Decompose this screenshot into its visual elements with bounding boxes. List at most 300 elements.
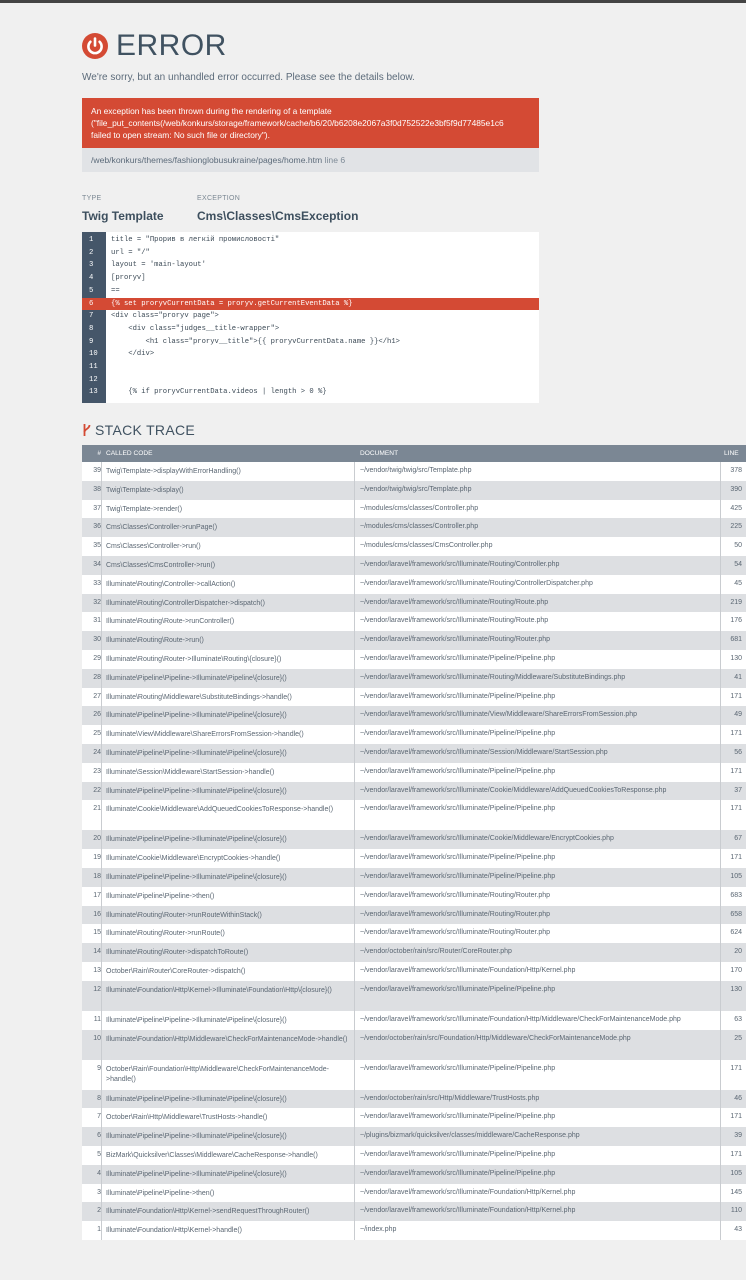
document-path: ~/modules/cms/classes/CmsController.php [360, 542, 493, 550]
code-line-number: 2 [89, 248, 94, 257]
column-divider [354, 1011, 355, 1030]
document-path: ~/vendor/october/rain/src/Http/Middleware/TrustHosts.php [360, 1094, 540, 1102]
document-path: ~/vendor/laravel/framework/src/Illuminate/Routing/Router.php [360, 929, 551, 937]
column-divider [101, 782, 102, 801]
code-line-number: 5 [89, 286, 94, 295]
row-number: 30 [93, 636, 101, 644]
document-path: ~/vendor/laravel/framework/src/Illuminate/Pipeline/Pipeline.php [360, 854, 556, 862]
row-number: 9 [97, 1064, 101, 1072]
table-row[interactable] [82, 556, 746, 575]
column-divider [354, 537, 355, 556]
column-divider [354, 782, 355, 801]
column-divider [101, 1060, 102, 1090]
column-divider [101, 556, 102, 575]
called-code: Illuminate\Session\Middleware\StartSession->handle() [106, 768, 275, 776]
table-row[interactable] [82, 782, 746, 801]
table-header [82, 445, 746, 462]
document-path: ~/plugins/bizmark/quicksilver/classes/middleware/CacheResponse.php [360, 1132, 580, 1140]
table-row[interactable] [82, 575, 746, 594]
document-path: ~/vendor/laravel/framework/src/Illuminate/Routing/Route.php [360, 598, 549, 606]
called-code: Illuminate\Routing\Router->runRouteWithinStack() [106, 911, 262, 919]
code-line-text: <h1 class="proryv__title">{{ proryvCurrentData.name }}</h1> [111, 337, 400, 346]
document-path: ~/vendor/laravel/framework/src/Illuminate/Pipeline/Pipeline.php [360, 655, 556, 662]
called-code: Illuminate\Foundation\Http\Kernel->Illuminate\Foundation\Http\{closure}() [106, 986, 332, 994]
document-path: ~/vendor/twig/twig/src/Template.php [360, 485, 472, 493]
document-path: ~/vendor/laravel/framework/src/Illuminate/Pipeline/Pipeline.php [360, 767, 556, 775]
table-row[interactable] [82, 887, 746, 906]
column-divider [720, 981, 721, 1011]
code-snippet [82, 232, 539, 403]
document-path: ~/vendor/laravel/framework/src/Illuminate/Pipeline/Pipeline.php [360, 730, 556, 738]
error-message-line: An exception has been thrown during the rendering of a template [91, 106, 332, 116]
line-number: 171 [730, 854, 742, 862]
document-path: ~/vendor/laravel/framework/src/Illuminate/Routing/Route.php [360, 617, 549, 625]
document-path: ~/vendor/october/rain/src/Router/CoreRouter.php [360, 948, 512, 956]
document-path: ~/vendor/laravel/framework/src/Illuminate/Pipeline/Pipeline.php [360, 985, 556, 993]
row-number: 26 [93, 711, 101, 719]
column-divider [101, 575, 102, 594]
row-number: 12 [93, 985, 101, 993]
called-code: Illuminate\View\Middleware\ShareErrorsFromSession->handle() [106, 731, 304, 739]
row-number: 28 [93, 673, 101, 681]
table-row[interactable] [82, 1011, 746, 1030]
code-line-number: 4 [89, 274, 94, 283]
called-code: Twig\Template->displayWithErrorHandling() [106, 468, 241, 475]
table-row[interactable] [82, 1202, 746, 1221]
called-code: Illuminate\Pipeline\Pipeline->Illuminate\Pipeline\{closure}() [106, 836, 287, 844]
row-number: 7 [97, 1113, 101, 1121]
column-divider [101, 594, 102, 613]
code-line [82, 310, 539, 323]
column-divider [720, 594, 721, 613]
table-row[interactable] [82, 500, 746, 519]
code-line-text: == [111, 286, 120, 295]
error-message [91, 105, 539, 141]
error-line-label: line 6 [324, 155, 346, 165]
column-divider [101, 962, 102, 981]
column-divider [101, 706, 102, 725]
error-message-line: failed to open stream: No such file or directory"). [91, 130, 270, 140]
called-code: Illuminate\Pipeline\Pipeline->Illuminate\Pipeline\{closure}() [106, 674, 287, 682]
called-code: Illuminate\Pipeline\Pipeline->Illuminate\Pipeline\{closure}() [106, 1016, 287, 1024]
row-number: 38 [93, 485, 101, 493]
called-code: Illuminate\Routing\Route->run() [106, 637, 204, 645]
table-row[interactable] [82, 849, 746, 868]
column-divider [354, 1127, 355, 1146]
table-row[interactable] [82, 744, 746, 763]
column-divider [101, 1146, 102, 1165]
column-divider [354, 1030, 355, 1060]
column-divider [101, 1127, 102, 1146]
column-divider [720, 650, 721, 669]
code-line-number: 10 [89, 350, 98, 359]
column-divider [354, 924, 355, 943]
code-line [82, 234, 539, 247]
code-line-number: 6 [82, 298, 106, 311]
column-divider [101, 1184, 102, 1203]
table-row[interactable] [82, 800, 746, 830]
line-number: 130 [730, 655, 742, 662]
column-divider [101, 800, 102, 830]
table-row[interactable] [82, 518, 746, 537]
column-divider [354, 631, 355, 650]
column-divider [354, 981, 355, 1011]
called-code: Illuminate\Pipeline\Pipeline->then() [106, 892, 215, 900]
column-divider [101, 631, 102, 650]
row-number: 2 [97, 1207, 101, 1215]
line-number: 225 [730, 523, 742, 531]
line-number: 390 [730, 485, 742, 493]
called-code: Illuminate\Pipeline\Pipeline->Illuminate\Pipeline\{closure}() [106, 712, 287, 720]
line-number: 43 [734, 1226, 742, 1234]
column-divider [354, 763, 355, 782]
column-divider [354, 725, 355, 744]
column-divider [720, 1146, 721, 1165]
code-line [82, 374, 539, 387]
document-path: ~/vendor/laravel/framework/src/Illuminate/Routing/Middleware/SubstituteBindings.php [360, 673, 626, 681]
type-value: Twig Template [82, 209, 164, 223]
error-heading [82, 28, 227, 64]
document-path: ~/vendor/october/rain/src/Foundation/Http/Middleware/CheckForMaintenanceMode.php [360, 1034, 631, 1042]
row-number: 8 [97, 1094, 101, 1102]
line-number: 130 [730, 985, 742, 993]
called-code: Illuminate\Routing\ControllerDispatcher->dispatch() [106, 599, 265, 607]
code-line-number: 8 [89, 324, 94, 333]
type-label: TYPE [82, 195, 102, 202]
column-divider [101, 887, 102, 906]
column-divider [354, 943, 355, 962]
line-number: 37 [734, 786, 742, 794]
code-line-text: <div class="judges__title-wrapper"> [111, 324, 280, 333]
document-path: ~/vendor/laravel/framework/src/Illuminate/Routing/Router.php [360, 910, 551, 918]
row-number: 23 [93, 767, 101, 775]
document-path: ~/vendor/laravel/framework/src/Illuminate/Cookie/Middleware/EncryptCookies.php [360, 835, 614, 843]
column-divider [720, 906, 721, 925]
table-row[interactable] [82, 1108, 746, 1127]
table-row[interactable] [82, 943, 746, 962]
code-line-text: url = "/" [111, 248, 150, 257]
table-row[interactable] [82, 763, 746, 782]
document-path: ~/vendor/laravel/framework/src/Illuminate/Routing/ControllerDispatcher.php [360, 579, 593, 587]
code-line [82, 298, 539, 311]
code-line-text: [proryv] [111, 274, 146, 283]
code-line [82, 336, 539, 349]
code-line [82, 259, 539, 272]
column-divider [720, 849, 721, 868]
column-divider [720, 500, 721, 519]
line-number: 46 [734, 1094, 742, 1102]
document-path: ~/vendor/laravel/framework/src/Illuminate/Session/Middleware/StartSession.php [360, 749, 608, 756]
column-divider [354, 669, 355, 688]
column-divider [354, 868, 355, 887]
column-divider [720, 612, 721, 631]
row-number: 19 [93, 854, 101, 862]
column-divider [101, 1011, 102, 1030]
document-path: ~/vendor/laravel/framework/src/Illuminate/Pipeline/Pipeline.php [360, 1113, 556, 1121]
table-row[interactable] [82, 537, 746, 556]
code-line-text: title = "Прорив в легкій промисловості" [111, 236, 280, 244]
column-divider [720, 1221, 721, 1240]
code-line [82, 285, 539, 298]
called-code: BizMark\Quicksilver\Classes\Middleware\CacheResponse->handle() [106, 1152, 318, 1159]
document-path: ~/vendor/laravel/framework/src/Illuminate/Routing/Controller.php [360, 561, 560, 568]
column-divider [720, 962, 721, 981]
column-divider [720, 1030, 721, 1060]
table-row[interactable] [82, 1221, 746, 1240]
called-code: Illuminate\Pipeline\Pipeline->Illuminate\Pipeline\{closure}() [106, 750, 287, 757]
column-divider [101, 688, 102, 707]
table-row[interactable] [82, 1127, 746, 1146]
line-number: 171 [730, 692, 742, 700]
column-divider [354, 556, 355, 575]
table-row[interactable] [82, 650, 746, 669]
line-number: 171 [730, 1113, 742, 1121]
code-line-number: 9 [89, 337, 94, 346]
code-line [82, 361, 539, 374]
column-divider [354, 706, 355, 725]
column-divider [354, 1221, 355, 1240]
row-number: 11 [93, 1015, 101, 1023]
table-row[interactable] [82, 868, 746, 887]
column-divider [720, 868, 721, 887]
column-divider [720, 1202, 721, 1221]
column-divider [101, 1030, 102, 1060]
column-divider [101, 650, 102, 669]
line-number: 658 [730, 910, 742, 918]
line-number: 378 [730, 467, 742, 474]
row-number: 25 [93, 730, 101, 738]
table-row[interactable] [82, 1165, 746, 1184]
called-code: Cms\Classes\Controller->runPage() [106, 524, 218, 532]
line-number: 105 [730, 1169, 742, 1177]
column-divider [354, 575, 355, 594]
table-row[interactable] [82, 981, 746, 1011]
document-path: ~/vendor/laravel/framework/src/Illuminate/Pipeline/Pipeline.php [360, 1064, 556, 1072]
called-code: Illuminate\Cookie\Middleware\EncryptCookies->handle() [106, 855, 281, 863]
column-divider [354, 1108, 355, 1127]
column-divider [101, 1202, 102, 1221]
called-code: Twig\Template->render() [106, 505, 183, 513]
table-row[interactable] [82, 481, 746, 500]
row-number: 32 [93, 598, 101, 606]
called-code: October\Rain\Foundation\Http\Middleware\CheckForMaintenanceMode->handle() [106, 1065, 329, 1083]
column-divider [720, 744, 721, 763]
line-number: 219 [730, 598, 742, 606]
column-divider [354, 612, 355, 631]
code-line-number: 1 [89, 236, 94, 244]
exception-label: EXCEPTION [197, 195, 241, 202]
column-divider [720, 462, 721, 481]
code-line [82, 348, 539, 361]
column-divider [101, 462, 102, 481]
called-code: Illuminate\Pipeline\Pipeline->Illuminate\Pipeline\{closure}() [106, 874, 287, 881]
table-row[interactable] [82, 1090, 746, 1109]
column-divider [720, 763, 721, 782]
document-path: ~/vendor/laravel/framework/src/Illuminate/Pipeline/Pipeline.php [360, 1151, 556, 1158]
code-line-number: 3 [89, 261, 94, 270]
column-divider [720, 800, 721, 830]
document-path: ~/vendor/laravel/framework/src/Illuminate/View/Middleware/ShareErrorsFromSession.php [360, 711, 638, 719]
column-divider [720, 725, 721, 744]
called-code: Illuminate\Routing\Route->runController() [106, 618, 235, 626]
line-number: 683 [730, 891, 742, 899]
called-code: October\Rain\Router\CoreRouter->dispatch() [106, 968, 246, 975]
column-divider [354, 962, 355, 981]
column-divider [720, 943, 721, 962]
column-divider [354, 1202, 355, 1221]
column-divider [354, 594, 355, 613]
document-path: ~/vendor/laravel/framework/src/Illuminate/Pipeline/Pipeline.php [360, 873, 556, 880]
column-divider [101, 763, 102, 782]
code-line-number: 7 [89, 312, 94, 321]
row-number: 18 [93, 873, 101, 880]
column-divider [101, 500, 102, 519]
called-code: Illuminate\Foundation\Http\Kernel->sendRequestThroughRouter() [106, 1208, 310, 1216]
column-divider [354, 906, 355, 925]
column-divider [720, 537, 721, 556]
code-line-number: 11 [89, 363, 98, 371]
column-divider [720, 830, 721, 849]
table-row[interactable] [82, 1184, 746, 1203]
table-row[interactable] [82, 962, 746, 981]
line-number: 45 [734, 579, 742, 587]
column-divider [720, 1184, 721, 1203]
called-code: Illuminate\Cookie\Middleware\AddQueuedCookiesToResponse->handle() [106, 806, 334, 814]
line-number: 54 [734, 561, 742, 568]
called-code: Illuminate\Pipeline\Pipeline->then() [106, 1189, 215, 1197]
table-row[interactable] [82, 462, 746, 481]
column-divider [354, 462, 355, 481]
intro-text: We're sorry, but an unhandled error occurred. Please see the details below. [82, 72, 415, 83]
table-row[interactable] [82, 725, 746, 744]
table-row[interactable] [82, 688, 746, 707]
page-title: ERROR [116, 29, 227, 62]
line-number: 39 [734, 1132, 742, 1140]
row-number: 14 [93, 948, 101, 956]
column-divider [354, 1146, 355, 1165]
line-number: 171 [730, 1151, 742, 1158]
document-path: ~/vendor/laravel/framework/src/Illuminate/Pipeline/Pipeline.php [360, 805, 556, 813]
column-divider [101, 1221, 102, 1240]
column-divider [720, 782, 721, 801]
column-divider [720, 1127, 721, 1146]
document-path: ~/vendor/laravel/framework/src/Illuminate/Pipeline/Pipeline.php [360, 692, 556, 700]
column-divider [101, 481, 102, 500]
row-number: 29 [93, 655, 101, 662]
column-divider [101, 518, 102, 537]
column-divider [720, 706, 721, 725]
line-number: 105 [730, 873, 742, 880]
code-line-text: </div> [111, 350, 155, 359]
line-number: 50 [734, 542, 742, 550]
table-row[interactable] [82, 1030, 746, 1060]
column-divider [720, 887, 721, 906]
called-code: Illuminate\Routing\Controller->callAction() [106, 580, 236, 588]
column-divider [101, 868, 102, 887]
column-document: DOCUMENT [360, 450, 399, 457]
row-number: 33 [93, 579, 101, 587]
column-divider [720, 1165, 721, 1184]
column-divider [720, 1090, 721, 1109]
column-divider [720, 481, 721, 500]
column-divider [101, 612, 102, 631]
document-path: ~/vendor/laravel/framework/src/Illuminate/Cookie/Middleware/AddQueuedCookiesToResponse.php [360, 786, 667, 794]
column-divider [720, 1108, 721, 1127]
table-row[interactable] [82, 612, 746, 631]
line-number: 25 [734, 1034, 742, 1042]
line-number: 56 [734, 749, 742, 756]
row-number: 10 [93, 1034, 101, 1042]
row-number: 37 [93, 504, 101, 512]
called-code: Cms\Classes\CmsController->run() [106, 562, 216, 569]
table-row[interactable] [82, 924, 746, 943]
row-number: 27 [93, 692, 101, 700]
line-number: 171 [730, 730, 742, 738]
line-number: 425 [730, 504, 742, 512]
table-row[interactable] [82, 1146, 746, 1165]
line-number: 63 [734, 1015, 742, 1023]
table-row[interactable] [82, 1060, 746, 1090]
column-divider [720, 924, 721, 943]
line-number: 67 [734, 835, 742, 843]
column-divider [101, 669, 102, 688]
document-path: ~/vendor/laravel/framework/src/Illuminate/Routing/Router.php [360, 636, 551, 644]
column-num: # [97, 450, 101, 457]
code-line-text: {% set proryvCurrentData = proryv.getCurrentEventData %} [111, 299, 353, 308]
column-divider [101, 725, 102, 744]
column-divider [101, 849, 102, 868]
document-path: ~/vendor/laravel/framework/src/Illuminate/Foundation/Http/Kernel.php [360, 1188, 576, 1196]
column-divider [354, 688, 355, 707]
called-code: Illuminate\Foundation\Http\Middleware\CheckForMaintenanceMode->handle() [106, 1035, 348, 1043]
document-path: ~/vendor/laravel/framework/src/Illuminate/Pipeline/Pipeline.php [360, 1169, 556, 1177]
row-number: 36 [93, 523, 101, 531]
table-row[interactable] [82, 594, 746, 613]
column-divider [354, 1060, 355, 1090]
table-row[interactable] [82, 631, 746, 650]
document-path: ~/modules/cms/classes/Controller.php [360, 523, 479, 531]
column-divider [101, 924, 102, 943]
line-number: 145 [730, 1188, 742, 1196]
document-path: ~/vendor/laravel/framework/src/Illuminate/Foundation/Http/Middleware/CheckForMaintenanceMode.php [360, 1015, 681, 1023]
called-code: Illuminate\Routing\Router->runRoute() [106, 930, 225, 938]
row-number: 13 [93, 967, 101, 974]
column-divider [354, 849, 355, 868]
line-number: 176 [730, 617, 742, 625]
row-number: 5 [97, 1151, 101, 1158]
table-row[interactable] [82, 906, 746, 925]
table-row[interactable] [82, 830, 746, 849]
column-divider [101, 744, 102, 763]
code-line [82, 247, 539, 260]
row-number: 16 [93, 910, 101, 918]
error-message-box [82, 98, 539, 148]
column-divider [720, 669, 721, 688]
called-code: Illuminate\Pipeline\Pipeline->Illuminate\Pipeline\{closure}() [106, 1170, 287, 1178]
code-line-number: 13 [89, 388, 98, 397]
table-row[interactable] [82, 706, 746, 725]
stack-trace-title: STACK TRACE [95, 422, 196, 438]
column-divider [354, 800, 355, 830]
column-divider [720, 518, 721, 537]
row-number: 24 [93, 749, 101, 756]
called-code: Illuminate\Foundation\Http\Kernel->handle() [106, 1227, 242, 1235]
column-divider [354, 1090, 355, 1109]
line-number: 624 [730, 929, 742, 937]
code-line-text: <div class="proryv page"> [111, 312, 219, 321]
called-code: Illuminate\Routing\Router->Illuminate\Routing\{closure}() [106, 656, 282, 663]
table-row[interactable] [82, 669, 746, 688]
